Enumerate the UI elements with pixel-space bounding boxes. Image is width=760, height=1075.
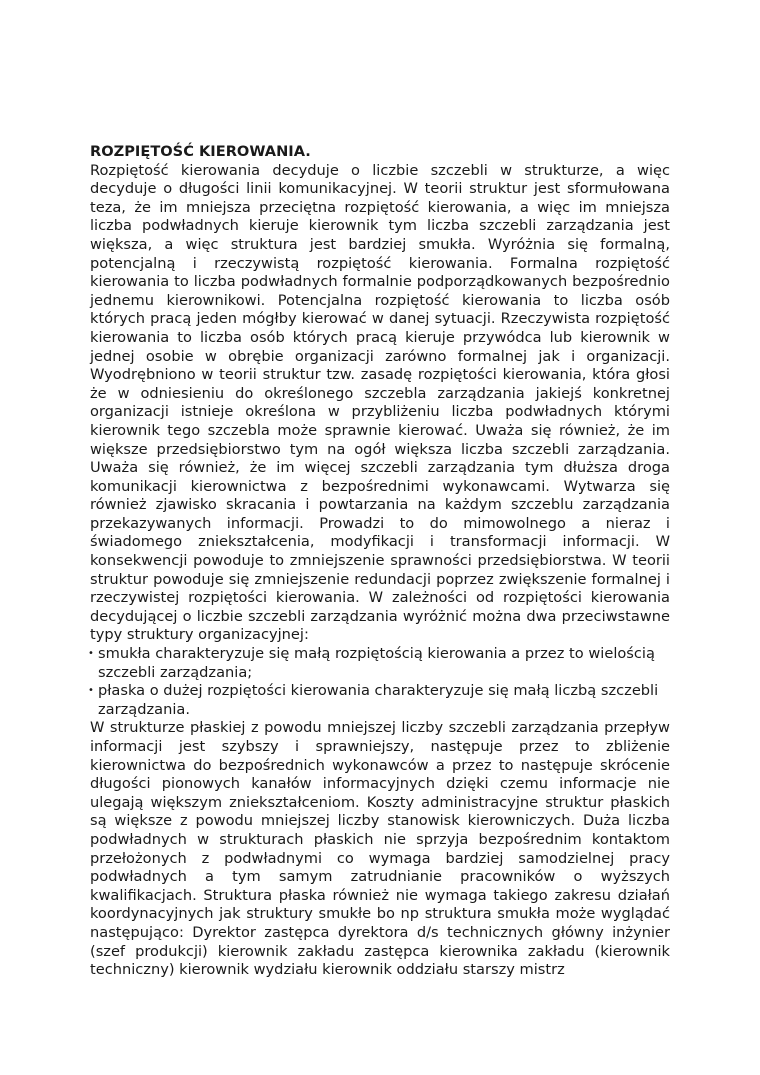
bullet-icon: • bbox=[88, 685, 94, 697]
document-title: ROZPIĘTOŚĆ KIEROWANIA. bbox=[90, 143, 311, 160]
list-item bbox=[90, 645, 670, 682]
structure-types-list bbox=[90, 645, 670, 719]
paragraph-intro: Rozpiętość kierowania decyduje o liczbie szczebli w strukturze, a więc decyduje o długości linii komunikacyjnej. W teorii struktur jest sformułowana teza, że im mniejsza przeciętna rozpiętość kierowania, a więc im mniejsza liczba podwładnych kieruje kierownik tym liczba szczebli zarządzania jest większa, a więc struktura jest bardziej smukła. Wyróżnia się formalną, potencjalną i rzeczywistą rozpiętość kierowania. Formalna rozpiętość kierowania to liczba podwładnych formalnie podporządkowanych bezpośrednio jednemu kierownikowi. Potencjalna rozpiętość kierowania to liczba osób których pracą jeden mógłby kierować w danej sytuacji. Rzeczywista rozpiętość kierowania to liczba osób których pracą kieruje przywódca lub kierownik w jednej osobie w obrębie organizacji zarówno formalnej jak i organizacji. Wyodrębniono w teorii struktur tzw. zasadę rozpiętości kierowania, która głosi że w odniesieniu do określonego szczebla zarządzania jakiejś konkretnej organizacji istnieje określona w przybliżeniu liczba podwładnych którymi kierownik tego szczebla może sprawnie kierować. Uważa się również, że im większe przedsiębiorstwo tym na ogół większa liczba szczebli zarządzania. Uważa się również, że im więcej szczebli zarządzania tym dłuższa droga komunikacji kierownictwa z bezpośrednimi wykonawcami. Wytwarza się również zjawisko skracania i powtarzania na każdym szczeblu zarządzania przekazywanych informacji. Prowadzi to do mimowolnego a nieraz i świadomego zniekształcenia, modyfikacji i transformacji informacji. W konsekwencji powoduje to zmniejszenie sprawności przedsiębiorstwa. W teorii struktur powoduje się zmniejszenie redundacji poprzez zwiększenie formalnej i rzeczywistej rozpiętości kierowania. W zależności od rozpiętości kierowania decydującej o liczbie szczebli zarządzania wyróżnić można dwa przeciwstawne typy struktury organizacyjnej: bbox=[90, 161, 670, 644]
list-item-text: płaska o dużej rozpiętości kierowania charakteryzuje się małą liczbą szczebli zarządzania. bbox=[98, 682, 659, 718]
paragraph-flat-structure: W strukturze płaskiej z powodu mniejszej liczby szczebli zarządzania przepływ informacji jest szybszy i sprawniejszy, następuje przez to zbliżenie kierownictwa do bezpośrednich wykonawców a przez to następuje skrócenie długości pionowych kanałów informacyjnych dzięki czemu informacje nie ulegają większym zniekształceniom. Koszty administracyjne struktur płaskich są większe z powodu mniejszej liczby stanowisk kierowniczych. Duża liczba podwładnych w strukturach płaskich nie sprzyja bezpośrednim kontaktom przełożonych z podwładnymi co wymaga bardziej samodzielnej pracy podwładnych a tym samym zatrudnianie pracowników o wyższych kwalifikacjach. Struktura płaska również nie wymaga takiego zakresu działań koordynacyjnych jak struktury smukłe bo np struktura smukła może wyglądać następująco: Dyrektor zastępca dyrektora d/s technicznych główny inżynier (szef produkcji) kierownik zakładu zastępca kierownika zakładu (kierownik techniczny) kierownik wydziału kierownik oddziału starszy mistrz bbox=[90, 719, 670, 979]
bullet-icon: • bbox=[88, 648, 94, 660]
list-item bbox=[90, 682, 670, 719]
list-item-text: smukła charakteryzuje się małą rozpiętością kierowania a przez to wielością szczebli zarządzania; bbox=[98, 645, 655, 681]
document-body bbox=[90, 143, 670, 980]
